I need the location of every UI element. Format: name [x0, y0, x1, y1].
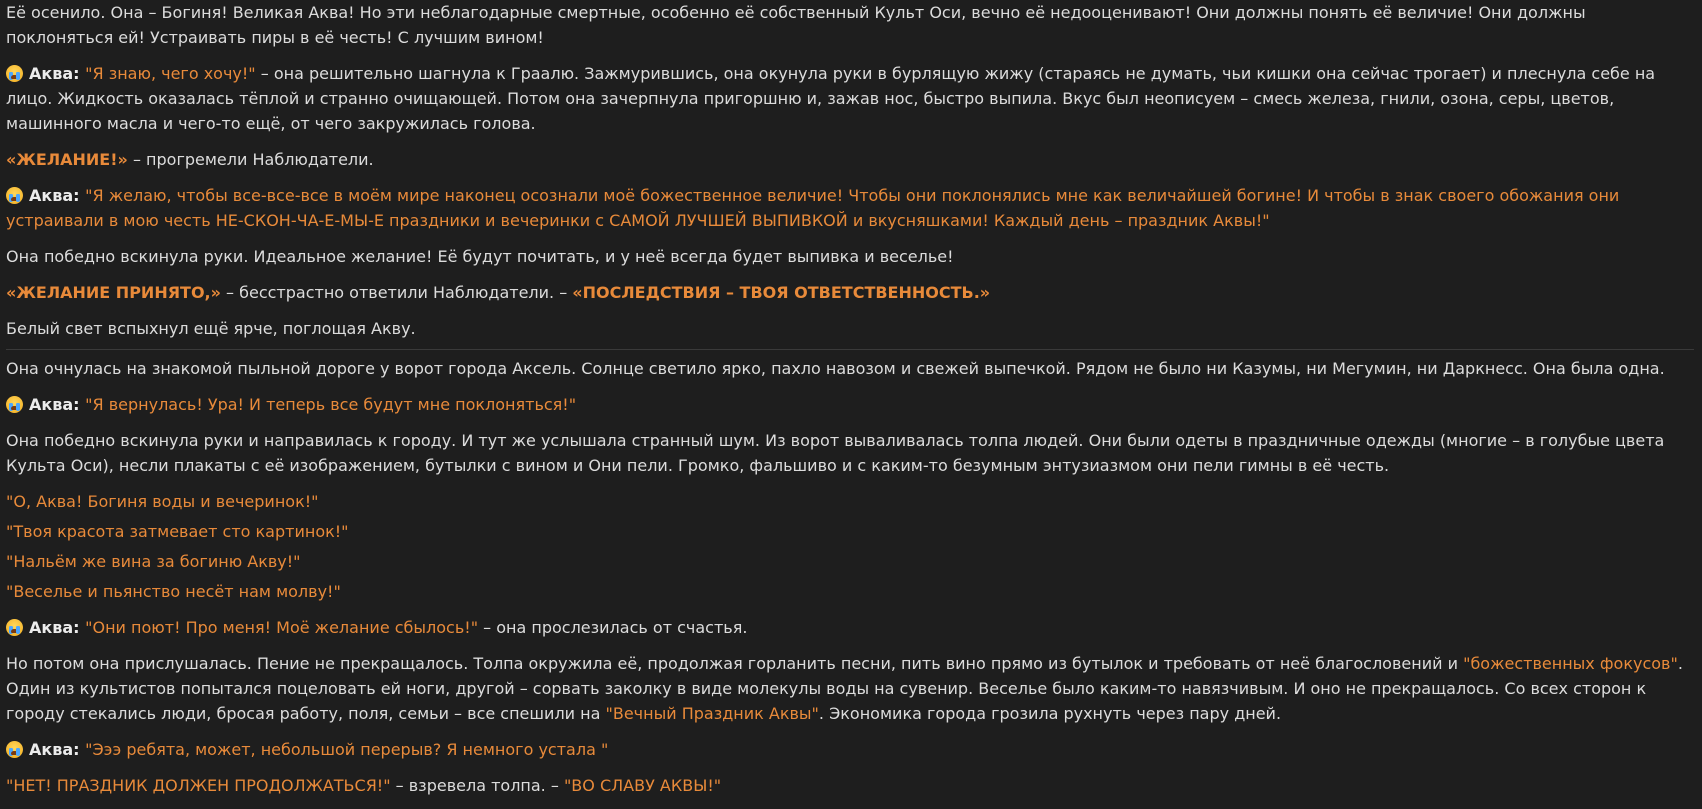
dialogue-line: Аква: "Я вернулась! Ура! И теперь все будут мне поклоняться!"	[6, 392, 1694, 417]
dialogue-quote: "Эээ ребята, может, небольшой перерыв? Я немного устала "	[85, 740, 609, 759]
narration-text: Она очнулась на знакомой пыльной дороге у ворот города Аксель. Солнце светило ярко, пахло навозом и свежей выпечкой. Рядом не было ни Казумы, ни Мегумин, ни Даркнесс. Она была одна.	[6, 359, 1665, 378]
narration-text: . Один из культистов попытался поцеловать ей ноги, другой – сорвать заколку в виде молекулы воды на сувенир. Веселье было каким-то навязчивым. И оно не прекращалось. Со всех сторон к городу стекались люди, бросая работу, поля, семьи – все спешили на	[6, 654, 1683, 723]
crying-face-icon	[6, 741, 23, 758]
dialogue-line: Аква: "Они поют! Про меня! Моё желание сбылось!" – она прослезилась от счастья.	[6, 615, 1694, 640]
dialogue-line: Аква: "Я желаю, чтобы все-все-все в моём мире наконец осознали моё божественное величие! Чтобы они поклонялись мне как величайшей богине! И чтобы в знак своего обожания они устраивали в мою честь НЕ-СКОН-ЧА-Е-МЫ-Е праздники и вечеринки с САМОЙ ЛУЧШЕЙ ВЫПИВКОЙ и вкусняшками! Каждый день – праздник Аквы!"	[6, 186, 1620, 230]
song-line: "Веселье и пьянство несёт нам молву!"	[6, 582, 341, 601]
paragraph	[6, 244, 1694, 269]
speaker-name: Аква	[29, 740, 74, 759]
paragraph	[6, 0, 1694, 50]
shout-quote: «ЖЕЛАНИЕ!»	[6, 150, 128, 169]
dialogue-quote: "Они поют! Про меня! Моё желание сбылось!"	[85, 618, 479, 637]
narration-text: Она победно вскинула руки. Идеальное желание! Её будут почитать, и у неё всегда будет выпивка и веселье!	[6, 247, 954, 266]
paragraph	[6, 147, 1694, 172]
narration-text: – она прослезилась от счастья.	[478, 618, 748, 637]
crying-face-icon	[6, 187, 23, 204]
speaker-name: Аква	[29, 395, 74, 414]
speaker-name: Аква	[29, 64, 74, 83]
song-line: "О, Аква! Богиня воды и вечеринок!"	[6, 492, 319, 511]
inline-quote: "Вечный Праздник Аквы"	[605, 704, 819, 723]
narration-text: Она победно вскинула руки и направилась к городу. И тут же услышала странный шум. Из ворот вываливалась толпа людей. Они были одеты в праздничные одежды (многие – в голубые цвета Культа Оси), несли плакаты с её изображением, бутылки с вином и Они пели. Громко, фальшиво и с каким-то безумным энтузиазмом они пели гимны в её честь.	[6, 431, 1665, 475]
dialogue-quote: "Я знаю, чего хочу!"	[85, 64, 256, 83]
section-divider	[6, 349, 1694, 350]
crying-face-icon	[6, 396, 23, 413]
speaker-name: Аква	[29, 186, 74, 205]
song-line: "Нальём же вина за богиню Акву!"	[6, 552, 301, 571]
speaker-name: Аква	[29, 618, 74, 637]
paragraph	[6, 428, 1694, 478]
narration-text: – она решительно шагнула к Граалю. Зажмурившись, она окунула руки в бурлящую жижу (стараясь не думать, чьи кишки она сейчас трогает) и плеснула себе на лицо. Жидкость оказалась тёплой и странно очищающей. Потом она зачерпнула пригоршню и, зажав нос, быстро выпила. Вкус был неописуем – смесь железа, гнили, озона, серы, цветов, машинного масла и чего-то ещё, от чего закружилась голова.	[6, 64, 1656, 133]
narration-text: Белый свет вспыхнул ещё ярче, поглощая Акву.	[6, 319, 416, 338]
inline-quote: "божественных фокусов"	[1463, 654, 1678, 673]
narration-text: – взревела толпа. –	[390, 776, 564, 795]
crying-face-icon	[6, 619, 23, 636]
dialogue-quote: "Я желаю, чтобы все-все-все в моём мире наконец осознали моё божественное величие! Чтобы они поклонялись мне как величайшей богине! И чтобы в знак своего обожания они устраивали в мою честь НЕ-СКОН-ЧА-Е-МЫ-Е праздники и вечеринки с САМОЙ ЛУЧШЕЙ ВЫПИВКОЙ и вкусняшками! Каждый день – праздник Аквы!"	[6, 186, 1620, 230]
inline-quote: "ВО СЛАВУ АКВЫ!"	[563, 776, 722, 795]
narration-text: – прогремели Наблюдатели.	[127, 150, 374, 169]
shout-quote: «ЖЕЛАНИЕ ПРИНЯТО,»	[6, 283, 221, 302]
song-line: "Твоя красота затмевает сто картинок!"	[6, 522, 349, 541]
dialogue-line: Аква: "Я знаю, чего хочу!" – она решительно шагнула к Граалю. Зажмурившись, она окунула руки в бурлящую жижу (стараясь не думать, чьи кишки она сейчас трогает) и плеснула себе на лицо. Жидкость оказалась тёплой и странно очищающей. Потом она зачерпнула пригоршню и, зажав нос, быстро выпила. Вкус был неописуем – смесь железа, гнили, озона, серы, цветов, машинного масла и чего-то ещё, от чего закружилась голова.	[6, 64, 1656, 133]
crying-face-icon	[6, 65, 23, 82]
song-lyrics	[6, 489, 1694, 604]
paragraph	[6, 773, 1694, 798]
paragraph	[6, 651, 1694, 726]
paragraph	[6, 356, 1694, 381]
shout-quote: «ПОСЛЕДСТВИЯ – ТВОЯ ОТВЕТСТВЕННОСТЬ.»	[572, 283, 991, 302]
paragraph	[6, 316, 1694, 341]
dialogue-quote: "Я вернулась! Ура! И теперь все будут мне поклоняться!"	[85, 395, 577, 414]
paragraph	[6, 280, 1694, 305]
narration-text: – бесстрастно ответили Наблюдатели. –	[220, 283, 573, 302]
narration-text: Её осенило. Она – Богиня! Великая Аква! Но эти неблагодарные смертные, особенно её собственный Культ Оси, вечно её недооценивают! Они должны понять её величие! Они должны поклоняться ей! Устраивать пиры в её честь! С лучшим вином!	[6, 3, 1586, 47]
narration-text: . Экономика города грозила рухнуть через пару дней.	[818, 704, 1282, 723]
narration-text: Но потом она прислушалась. Пение не прекращалось. Толпа окружила её, продолжая горланить песни, пить вино прямо из бутылок и требовать от неё благословений и	[6, 654, 1464, 673]
inline-quote: "НЕТ! ПРАЗДНИК ДОЛЖЕН ПРОДОЛЖАТЬСЯ!"	[6, 776, 391, 795]
dialogue-line: Аква: "Эээ ребята, может, небольшой перерыв? Я немного устала "	[6, 737, 1694, 762]
